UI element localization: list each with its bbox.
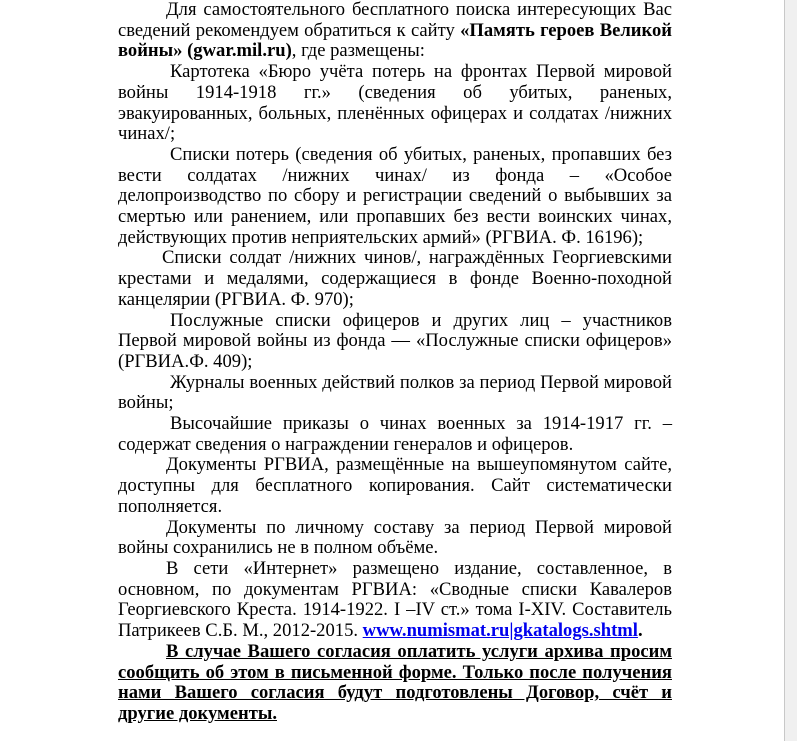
internet-end: . [637, 620, 643, 642]
list-item: Высочайшие приказы о чинах военных за 1914-1917 гг. – содержат сведения о награждении генералов и офицеров. [118, 413, 672, 455]
list-item: Журналы военных действий полков за период Первой мировой войны; [118, 371, 672, 414]
list-item: Картотека «Бюро учёта потерь на фронтах Первой мировой войны 1914-1918 гг.» (сведения об убитых, раненых, эвакуированных, больных, пленённых офицерах и солдатах /нижних чинах/; [118, 61, 672, 145]
intro-text: Для самостоятельного бесплатного поиска интересующих Вас сведений рекомендуем обратиться к сайту [118, 0, 672, 41]
intro-paragraph [118, 0, 672, 62]
personnel-paragraph: Документы по личному составу за период Первой мировой войны сохранились не в полном объёме. [118, 516, 672, 559]
numismat-link[interactable]: www.numismat.ru|gkatalogs.shtml [362, 620, 638, 642]
list-item: Послужные списки офицеров и других лиц – участников Первой мировой войны из фонда — «Послужные списки офицеров» (РГВИА.Ф. 409); [118, 309, 672, 372]
intro-tail: , где размещены: [291, 40, 425, 62]
internet-paragraph [118, 559, 672, 642]
page-edge [784, 0, 797, 741]
site-name: «Память героев Великой войны» (gwar.mil.ru) [118, 19, 672, 62]
final-paragraph: В случае Вашего согласия оплатить услуги архива просим сообщить об этом в письменной форме. Только после получения нами Вашего согласия будут подготовлены Договор, счёт и другие документы. [118, 640, 672, 724]
document-body [118, 0, 672, 725]
internet-text: В сети «Интернет» размещено издание, составленное, в основном, по документам РГВИА: «Сводные списки Кавалеров Георгиевского Креста. 1914-1922. I –IV ст.» тома I-XIV. Составитель Патрикеев С.Б. М., 2012-2015. [118, 557, 672, 642]
list-item: Списки потерь (сведения об убитых, раненых, пропавших без вести солдатах /нижних чинах/ из фонда – «Особое делопроизводство по сбору и регистрации сведений о выбывших за смертью или ранением, или пропавших без вести воинских чинах, действующих против неприятельских армий» (РГВИА. Ф. 16196); [118, 143, 672, 248]
list-item: Списки солдат /нижних чинов/, награждённых Георгиевскими крестами и медалями, содержащиеся в фонде Военно-походной канцелярии (РГВИА. Ф. 970); [118, 247, 672, 310]
docs-paragraph: Документы РГВИА, размещённые на вышеупомянутом сайте, доступны для бесплатного копирования. Сайт систематически пополняется. [118, 454, 672, 517]
